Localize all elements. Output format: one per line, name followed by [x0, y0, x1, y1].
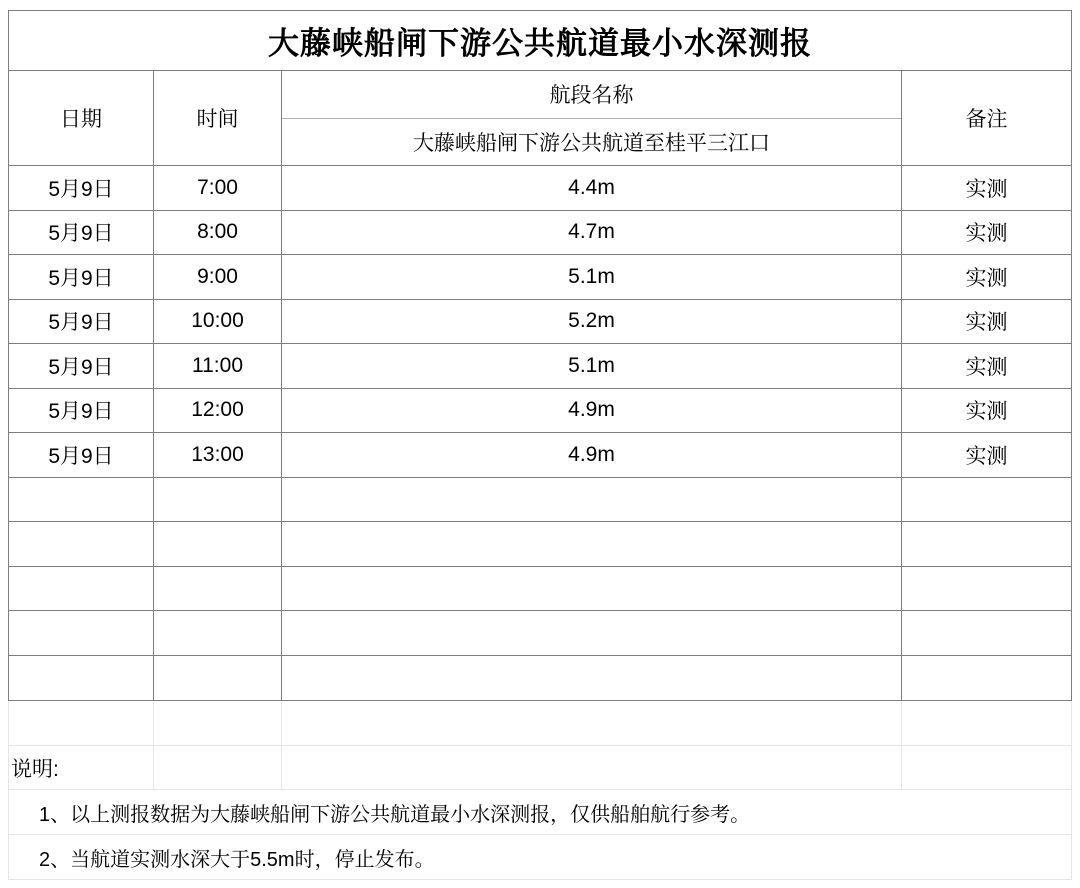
time-cell: 12:00 — [154, 389, 282, 433]
depth-cell — [282, 656, 902, 701]
depth-cell: 4.9m — [282, 433, 902, 477]
remark-cell — [902, 567, 1071, 611]
section-subheader-label: 大藤峡船闸下游公共航道至桂平三江口 — [413, 131, 770, 155]
depth-cell: 5.1m — [282, 344, 902, 388]
table-row — [9, 344, 1071, 389]
time-cell — [154, 522, 282, 566]
depth-cell: 5.2m — [282, 300, 902, 344]
remark-column-header: 备注 — [965, 108, 1008, 131]
depth-cell — [282, 522, 902, 566]
depth-cell: 4.7m — [282, 211, 902, 255]
report-title: 大藤峡船闸下游公共航道最小水深测报 — [9, 11, 1071, 71]
depth-cell: 4.9m — [282, 389, 902, 433]
report-sheet — [8, 10, 1072, 880]
table-row — [9, 389, 1071, 434]
section-header-label: 航段名称 — [282, 71, 901, 119]
remark-cell — [902, 522, 1071, 566]
date-cell: 5月9日 — [9, 211, 154, 255]
date-cell — [9, 478, 154, 522]
time-cell — [154, 567, 282, 611]
remark-cell: 实测 — [965, 311, 1008, 335]
note-item-2: 2、当航道实测水深大于5.5m时，停止发布。 — [9, 835, 1071, 880]
depth-cell: 5.1m — [282, 255, 902, 299]
report-table — [8, 10, 1072, 701]
note-item-1: 1、以上测报数据为大藤峡船闸下游公共航道最小水深测报，仅供船舶航行参考。 — [9, 790, 1071, 835]
header-row — [9, 71, 1071, 166]
date-column-header: 日期 — [9, 71, 154, 165]
remark-cell — [902, 656, 1071, 701]
empty-row — [9, 567, 1071, 612]
table-row — [9, 433, 1071, 478]
time-cell: 9:00 — [154, 255, 282, 299]
date-cell — [9, 567, 154, 611]
date-cell: 5月9日 — [9, 433, 154, 477]
time-cell — [154, 656, 282, 701]
time-cell: 13:00 — [154, 433, 282, 477]
notes-label: 说明: — [9, 746, 154, 789]
spacer-row — [9, 701, 1071, 746]
date-cell — [9, 611, 154, 655]
data-rows — [9, 166, 1071, 700]
remark-cell: 实测 — [965, 355, 1008, 379]
depth-cell: 4.4m — [282, 166, 902, 210]
remark-cell — [902, 611, 1071, 655]
empty-row — [9, 522, 1071, 567]
time-cell: 8:00 — [154, 211, 282, 255]
date-cell: 5月9日 — [9, 166, 154, 210]
remark-cell: 实测 — [965, 400, 1008, 424]
section-column-header — [282, 71, 902, 165]
date-cell — [9, 522, 154, 566]
footer-area — [8, 701, 1072, 880]
time-cell — [154, 611, 282, 655]
remark-cell — [902, 478, 1071, 522]
time-cell — [154, 478, 282, 522]
empty-row — [9, 478, 1071, 523]
time-column-header: 时间 — [154, 71, 282, 165]
table-row — [9, 255, 1071, 300]
remark-cell: 实测 — [965, 266, 1008, 290]
date-cell: 5月9日 — [9, 344, 154, 388]
notes-label-row — [9, 746, 1071, 790]
remark-cell: 实测 — [965, 222, 1008, 246]
time-cell: 11:00 — [154, 344, 282, 388]
depth-cell — [282, 567, 902, 611]
table-row — [9, 300, 1071, 345]
table-row — [9, 211, 1071, 256]
remark-cell: 实测 — [965, 444, 1008, 468]
depth-cell — [282, 478, 902, 522]
date-cell — [9, 656, 154, 701]
empty-row — [9, 611, 1071, 656]
date-cell: 5月9日 — [9, 300, 154, 344]
depth-cell — [282, 611, 902, 655]
empty-row — [9, 656, 1071, 701]
time-cell: 10:00 — [154, 300, 282, 344]
time-cell: 7:00 — [154, 166, 282, 210]
remark-cell: 实测 — [965, 177, 1008, 201]
date-cell: 5月9日 — [9, 389, 154, 433]
table-row — [9, 166, 1071, 211]
date-cell: 5月9日 — [9, 255, 154, 299]
